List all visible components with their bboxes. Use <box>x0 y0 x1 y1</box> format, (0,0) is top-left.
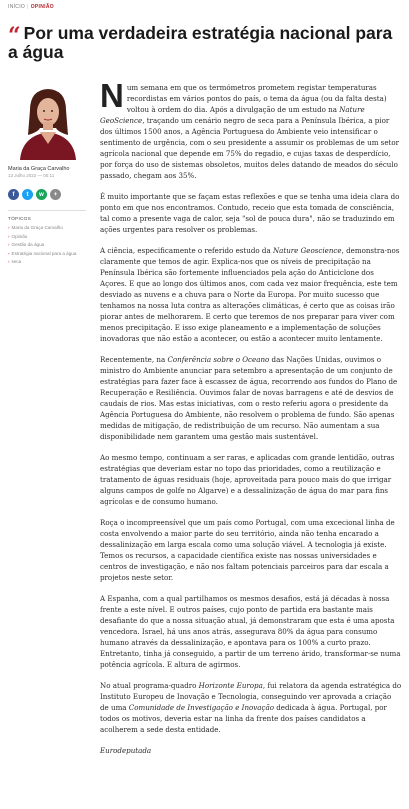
drop-cap: N <box>100 77 124 114</box>
chevron-right-icon: › <box>8 259 10 265</box>
topics-list <box>8 210 86 265</box>
article-paragraph <box>100 77 402 181</box>
share-bar <box>8 189 88 200</box>
body-text: , fui relatora da agenda estratégica do Instituto Europeu de Inovação e Tecnologia, conseguindo ver aprovada a criação de uma <box>100 681 402 712</box>
body-text: Roça o incompreensível que um país como Portugal, com uma excecional linha de costa envolvendo a maior parte do seu território, ainda não tenha encarado a dessalinização em larga escala como uma solução viável. A tecnologia já existe. Temos os recursos, a capacidade científica existe nas nossas universidades e centros de investigação, e não nos faltam potenciais parceiros para dar escala a projetos neste setor. <box>100 518 395 582</box>
publish-date: 13 Julho 2022 — 00:11 <box>8 173 55 178</box>
italic-text: Comunidade de Investigação e Inovação <box>128 703 275 712</box>
chevron-right-icon: › <box>8 250 10 256</box>
topic-label: Gestão da água <box>11 242 45 248</box>
body-text: , traçando um cenário negro de seca para a Península Ibérica, a pior dos últimos 1500 anos, a Agência Portuguesa do Ambiente veio intensificar o sentimento de urgência, com o seu presidente a assumir os problemas de um setor agrícola nacional que depende em 75% do regadio, e cujas taxas de desperdício, por força do uso de sistemas obsoletos, muitos deles datando de meados do século passado, chegam aos 35%. <box>100 116 400 180</box>
body-text: É muito importante que se façam estas reflexões e que se tenha uma ideia clara do ponto em que nos encontramos. Contudo, receio que esta tomada de consciência, tal como a presente vaga de calor, seja "sol de pouca dura", não se traduzindo em ações urgentes para resolver os problemas. <box>100 192 400 234</box>
topic-label: Opinião <box>11 233 28 239</box>
headline-text: Por uma verdadeira estratégia nacional para a água <box>8 23 393 62</box>
article-paragraph <box>100 517 402 583</box>
body-text: Ao mesmo tempo, continuam a ser raras, e aplicadas com grande lentidão, outras estratégias que deveriam estar no topo das prioridades, como a reutilização e tratamento de águas residuais (hoje, aproveitada para pouco mais do que irrigar alguns campos de golfe no Algarve) e a dessalinização de água do mar para fins agrícolas e de consumo humano. <box>100 453 395 506</box>
topic-label: Maria da Graça Carvalho <box>11 225 63 230</box>
author-signature: Eurodeputada <box>100 746 152 755</box>
article-paragraph <box>100 593 402 670</box>
opinion-quote-icon: “ <box>8 23 21 49</box>
topic-label: Estratégia nacional para a água <box>11 250 77 256</box>
article-paragraph <box>100 452 402 507</box>
author-photo <box>8 80 88 160</box>
whatsapp-share-icon[interactable]: w <box>36 189 47 200</box>
breadcrumb-separator: | <box>27 4 29 10</box>
body-text: A Espanha, com a qual partilhamos os mesmos desafios, está já décadas à nossa frente a este nível. E outros países, cujo ponto de partida era bastante mais desafiante do que a nossa situação atual, já demonstraram que esta é uma aposta vencedora. Israel, há uns anos atrás, assegurava 80% da água para consumo humano através da dessalinização, e apontava para os 100% a curto prazo. Entretanto, tinha já conseguido, a partir de um terreno árido, transformar-se numa potência agrícola. E altura de agirmos. <box>100 594 401 669</box>
author-name[interactable]: Maria da Graça Carvalho <box>8 166 70 172</box>
article-paragraph <box>100 245 402 344</box>
body-text: um semana em que os termómetros prometem registar temperaturas recordistas em vários pontos do país, o tema da água (ou da falta desta) voltou à ordem do dia. Após a divulgação de um estudo na <box>126 83 387 114</box>
topic-item[interactable] <box>8 251 86 257</box>
italic-text: Nature Geoscience <box>272 246 342 255</box>
article-paragraph <box>100 191 402 235</box>
breadcrumb <box>8 4 54 10</box>
breadcrumb-home[interactable]: INÍCIO <box>8 4 26 10</box>
more-share-icon[interactable]: + <box>50 189 61 200</box>
twitter-share-icon[interactable]: t <box>22 189 33 200</box>
chevron-right-icon: › <box>8 242 10 248</box>
breadcrumb-section[interactable]: OPINIÃO <box>30 4 54 10</box>
topic-label: seca <box>11 259 22 265</box>
topic-item[interactable] <box>8 234 86 240</box>
article-paragraph <box>100 680 402 735</box>
body-text: Recentemente, na <box>100 355 168 364</box>
topic-item[interactable] <box>8 242 86 248</box>
chevron-right-icon: › <box>8 225 10 230</box>
italic-text: Conferência sobre o Oceano <box>167 355 270 364</box>
topic-item[interactable] <box>8 259 86 265</box>
body-text: No atual programa-quadro <box>100 681 199 690</box>
author-sidebar <box>8 80 88 265</box>
body-text: dedicada à água. Portugal, por todos os motivos, deveria estar na linha da frente dos países candidatos a acolherem a sede desta entidade. <box>100 703 387 734</box>
body-text: , demonstra-nos claramente que temos de agir. Explica-nos que os níveis de precipitação na Península Ibérica são fortemente influenciados pela ação do Anticiclone dos Açores. E que ao longo dos últimos anos, com cada vez maior frequência, este tem desviado as nuvens e a chuva para o Norte da Europa. Por muito sucesso que tenhamos na nossa luta contra as alterações climáticas, é certo que as coisas irão piorar antes de melhorarem. E certo que teremos de nos preparar para viver com menos precipitação. E isso exige planeamento e a implementação de soluções inovadoras que não estão a acontecer, ou estão a acontecer muito lentamente. <box>100 246 400 343</box>
topics-title: TÓPICOS <box>8 217 31 222</box>
article-paragraph <box>100 354 402 442</box>
italic-text: Horizonte Europa <box>198 681 263 690</box>
body-text: A ciência, especificamente o referido estudo da <box>100 246 273 255</box>
topic-item[interactable] <box>8 225 86 231</box>
body-text: das Nações Unidas, ouvimos o ministro do Ambiente anunciar para setembro a apresentação de um conjunto de estratégias para fazer face à escassez de água, recorrendo aos fundos do Plano de Recuperação e Resiliência. Ouvimos falar de novas barragens e até de desvios de caudais de rios. Mas estas iniciativas, com o resto referiu agora o presidente da Agência Portuguesa do Ambiente, não resolvem o problema de fundo. São apenas medidas de mitigação, de redistribuição de um recurso. Não aumentam a sua disponibilidade nem garantem uma gestão mais sustentável. <box>100 355 398 441</box>
chevron-right-icon: › <box>8 233 10 239</box>
page-title <box>8 24 403 62</box>
facebook-share-icon[interactable]: f <box>8 189 19 200</box>
italic-text: Nature GeoScience <box>100 105 365 125</box>
article-body <box>100 77 402 766</box>
